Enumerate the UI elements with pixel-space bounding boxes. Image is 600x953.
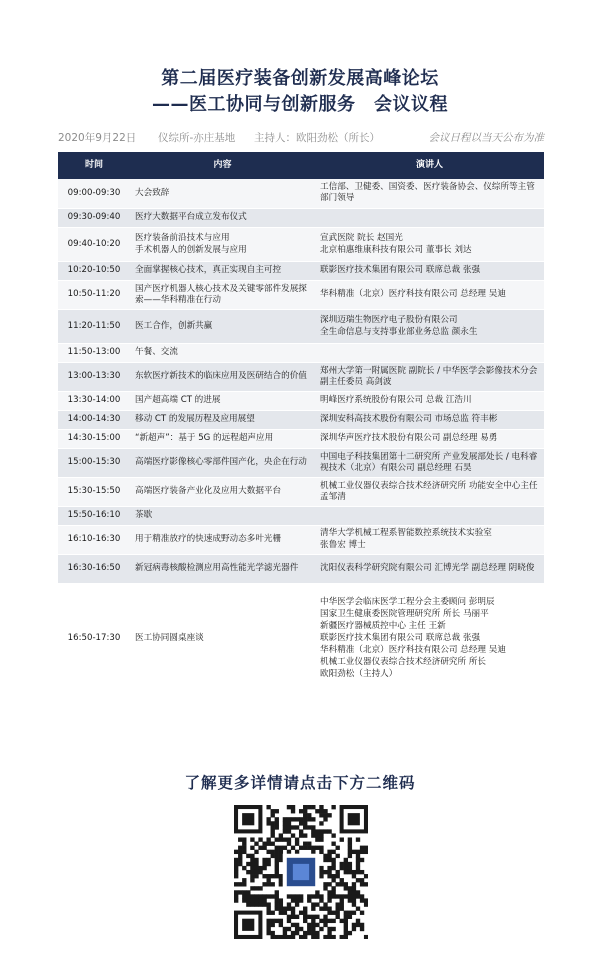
agenda-content-line: 用于精准放疗的快速成野动态多叶光栅 <box>135 534 282 544</box>
agenda-content-line: 高端医疗装备产业化及应用大数据平台 <box>135 486 282 496</box>
agenda-content <box>130 477 315 506</box>
agenda-row <box>58 583 544 693</box>
agenda-content-line: 医疗大数据平台成立发布仪式 <box>135 212 247 222</box>
agenda-content-line: 国产医疗机器人核心技术及关键零部件发展探索——华科精准在行动 <box>135 283 307 305</box>
agenda-content <box>130 280 315 309</box>
agenda-time: 09:40-10:20 <box>58 227 130 261</box>
agenda-content <box>130 261 315 280</box>
agenda-content-line: 新冠病毒核酸检测应用高性能光学滤光器件 <box>135 563 299 573</box>
agenda-row <box>58 208 544 227</box>
agenda-row <box>58 227 544 261</box>
agenda-speaker <box>315 179 544 208</box>
agenda-content <box>130 448 315 477</box>
agenda-content-line: 医工协同圆桌座谈 <box>135 632 204 643</box>
agenda-row <box>58 309 544 343</box>
agenda-speaker-line: 中华医学会临床医学工程分会主委顾问 彭明辰 <box>320 596 495 607</box>
agenda-content <box>130 506 315 525</box>
meeting-host: 主持人：欧阳劲松（所长） <box>254 132 380 144</box>
agenda-speaker <box>315 391 544 410</box>
agenda-speaker <box>315 554 544 583</box>
header-content: 内容 <box>130 152 315 179</box>
agenda-speaker <box>315 506 544 525</box>
agenda-speaker-line: 工信部、卫健委、国资委、医疗装备协会、仪综所等主管部门领导 <box>320 182 535 204</box>
meeting-info <box>58 130 544 146</box>
qr-call-to-action: 了解更多详情请点击下方二维码 <box>184 774 416 792</box>
agenda-speaker-line: 沈阳仪表科学研究院有限公司 汇博光学 副总经理 阴晓俊 <box>320 563 535 573</box>
agenda-content <box>130 309 315 343</box>
agenda-time: 11:20-11:50 <box>58 309 130 343</box>
agenda-content <box>130 179 315 208</box>
agenda-content-line: 全面掌握核心技术，真正实现自主可控 <box>135 265 282 275</box>
agenda-content-line: 国产超高端 CT 的进展 <box>135 395 221 405</box>
agenda-speaker-line: 华科精准（北京）医疗科技有限公司 总经理 吴迪 <box>320 644 506 655</box>
header-time: 时间 <box>58 152 130 179</box>
schedule-note: 会议日程以当天公布为准 <box>428 132 544 144</box>
agenda-speaker-line: 新疆医疗器械质控中心 主任 王新 <box>320 620 446 631</box>
agenda-header-row <box>58 152 544 179</box>
agenda-time: 13:30-14:00 <box>58 391 130 410</box>
agenda-content-line: 东软医疗新技术的临床应用及医研结合的价值 <box>135 371 307 381</box>
agenda-speaker <box>315 362 544 391</box>
agenda-speaker-line: 深圳华声医疗技术股份有限公司 副总经理 易勇 <box>320 433 498 443</box>
forum-title: 第二届医疗装备创新发展高峰论坛 <box>161 68 439 89</box>
agenda-content <box>130 429 315 448</box>
agenda-row <box>58 477 544 506</box>
agenda-speaker-line: 清华大学机械工程系智能数控系统技术实验室 <box>320 528 492 538</box>
agenda-speaker-line: 联影医疗技术集团有限公司 联席总裁 张强 <box>320 632 481 643</box>
agenda-rows <box>58 179 544 693</box>
agenda-content-line: 大会致辞 <box>135 187 170 198</box>
agenda-time: 16:50-17:30 <box>58 583 130 693</box>
agenda-content <box>130 391 315 410</box>
header-speaker: 演讲人 <box>315 152 544 179</box>
agenda-content <box>130 554 315 583</box>
agenda-speaker-line: 联影医疗技术集团有限公司 联席总裁 张强 <box>320 265 481 275</box>
agenda-row <box>58 343 544 362</box>
agenda-speaker-line: 郑州大学第一附属医院 副院长 / 中华医学会影像技术分会副主任委员 高剑波 <box>320 365 538 387</box>
agenda-speaker-line: 中国电子科技集团第十二研究所 产业发展部处长 / 电科睿视技术（北京）有限公司 副总经理 石昊 <box>320 451 538 473</box>
agenda-time: 09:30-09:40 <box>58 208 130 227</box>
agenda-time: 16:30-16:50 <box>58 554 130 583</box>
agenda-row <box>58 554 544 583</box>
agenda-content-line: “新超声”：基于 5G 的远程超声应用 <box>135 433 274 443</box>
agenda-content-line: 手术机器人的创新发展与应用 <box>135 244 247 255</box>
agenda-time: 09:00-09:30 <box>58 179 130 208</box>
agenda-content <box>130 208 315 227</box>
agenda-content <box>130 227 315 261</box>
agenda-time: 14:00-14:30 <box>58 410 130 429</box>
agenda-speaker <box>315 410 544 429</box>
agenda-speaker-line: 北京柏惠维康科技有限公司 董事长 刘达 <box>320 244 472 255</box>
agenda-speaker <box>315 525 544 554</box>
agenda-time: 15:30-15:50 <box>58 477 130 506</box>
meeting-location: 仪综所-亦庄基地 <box>158 132 236 144</box>
agenda-time: 16:10-16:30 <box>58 525 130 554</box>
agenda-row <box>58 261 544 280</box>
agenda-content-line: 医工合作，创新共赢 <box>135 320 213 331</box>
agenda-speaker <box>315 280 544 309</box>
agenda-speaker-line: 宣武医院 院长 赵国光 <box>320 232 403 243</box>
agenda-table <box>58 152 544 694</box>
agenda-row <box>58 525 544 554</box>
agenda-speaker-line: 全生命信息与支持事业部业务总监 颜永生 <box>320 326 478 337</box>
agenda-speaker <box>315 477 544 506</box>
agenda-speaker-line: 国家卫生健康委医院管理研究所 所长 马丽平 <box>320 608 489 619</box>
agenda-speaker-line: 华科精准（北京）医疗科技有限公司 总经理 吴迪 <box>320 289 506 299</box>
forum-subtitle: ——医工协同与创新服务 会议议程 <box>152 94 448 115</box>
agenda-speaker-line: 欧阳劲松（主持人） <box>320 668 398 679</box>
agenda-time: 15:50-16:10 <box>58 506 130 525</box>
agenda-speaker-line: 张鲁宏 博士 <box>320 540 366 550</box>
qr-code-icon[interactable] <box>234 805 368 939</box>
qr-code-graphic <box>234 805 368 939</box>
agenda-content <box>130 343 315 362</box>
agenda-content-line: 茶歇 <box>135 510 153 520</box>
agenda-speaker <box>315 429 544 448</box>
agenda-row <box>58 362 544 391</box>
agenda-speaker-line: 机械工业仪器仪表综合技术经济研究所 功能安全中心主任 孟邹清 <box>320 480 538 502</box>
agenda-speaker-line: 明峰医疗系统股份有限公司 总裁 江浩川 <box>320 395 472 405</box>
agenda-speaker <box>315 448 544 477</box>
agenda-row <box>58 179 544 208</box>
agenda-speaker-line: 深圳安科高技术股份有限公司 市场总监 符丰彬 <box>320 414 498 424</box>
agenda-content-line: 移动 CT 的发展历程及应用展望 <box>135 414 255 424</box>
agenda-row <box>58 280 544 309</box>
agenda-content-line: 午餐、交流 <box>135 347 178 357</box>
agenda-speaker-line: 机械工业仪器仪表综合技术经济研究所 所长 <box>320 656 487 667</box>
meeting-date: 2020年9月22日 <box>58 132 137 144</box>
agenda-time: 15:00-15:30 <box>58 448 130 477</box>
agenda-row <box>58 448 544 477</box>
agenda-row <box>58 506 544 525</box>
agenda-content <box>130 525 315 554</box>
agenda-speaker <box>315 208 544 227</box>
agenda-content-line: 高端医疗影像核心零部件国产化，央企在行动 <box>135 457 307 467</box>
agenda-time: 11:50-13:00 <box>58 343 130 362</box>
agenda-time: 14:30-15:00 <box>58 429 130 448</box>
agenda-content-line: 医疗装备前沿技术与应用 <box>135 232 230 243</box>
agenda-speaker <box>315 343 544 362</box>
agenda-speaker-line: 深圳迈瑞生物医疗电子股份有限公司 <box>320 314 458 325</box>
agenda-row <box>58 391 544 410</box>
agenda-speaker <box>315 227 544 261</box>
agenda-speaker <box>315 309 544 343</box>
agenda-content <box>130 362 315 391</box>
agenda-time: 10:50-11:20 <box>58 280 130 309</box>
agenda-time: 13:00-13:30 <box>58 362 130 391</box>
agenda-row <box>58 410 544 429</box>
agenda-content <box>130 410 315 429</box>
agenda-speaker <box>315 261 544 280</box>
agenda-time: 10:20-10:50 <box>58 261 130 280</box>
agenda-content <box>130 583 315 693</box>
agenda-speaker <box>315 583 544 693</box>
agenda-row <box>58 429 544 448</box>
